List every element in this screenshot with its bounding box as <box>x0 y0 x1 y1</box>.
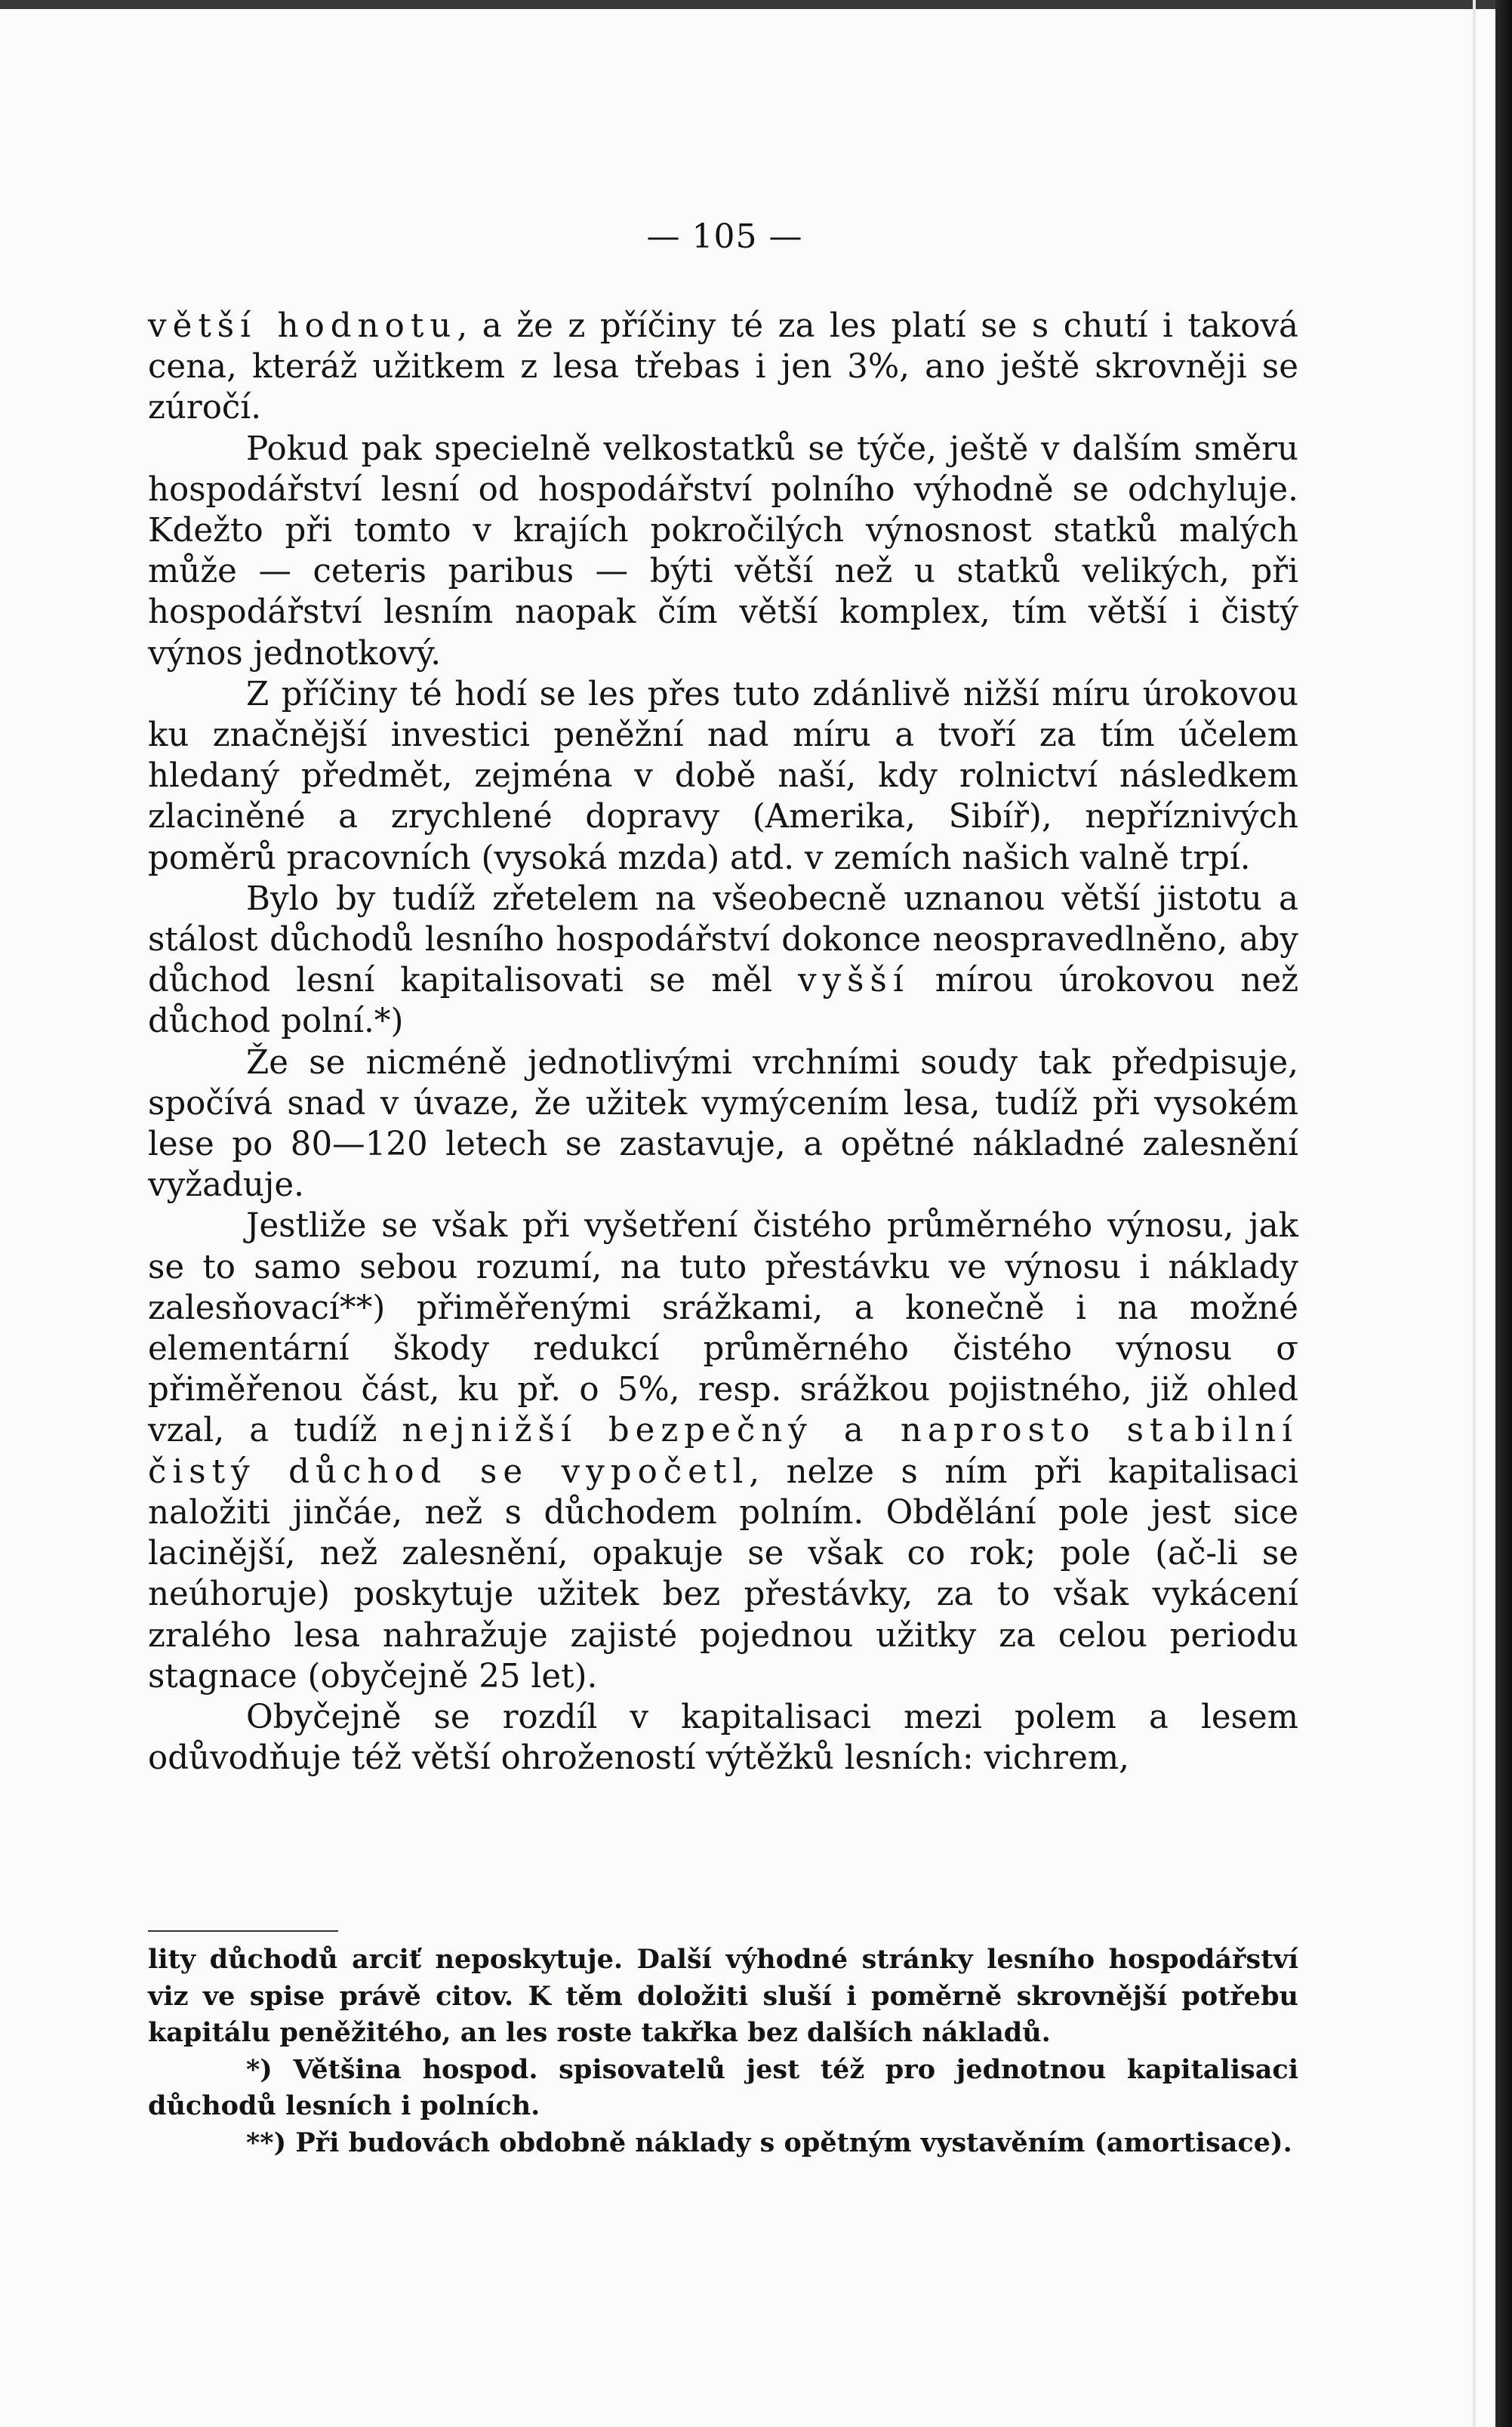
emphasis-spaced: nejnižší bezpečný a naprosto stabilní čistý důchod se vypočetl <box>148 1412 1298 1491</box>
footnotes <box>148 1942 1298 2161</box>
scan-edge-line <box>1473 0 1476 2427</box>
paragraph <box>148 1206 1298 1696</box>
scan-edge-right <box>1495 0 1512 2427</box>
paragraph-text: Jestliže se však při vyšetření čistého průměrného výnosu, jak se to samo sebou rozumí, na tuto přestávku ve výnosu i náklady zalesňovací**) přiměřenými srážkami, a konečně i na možné elementární škody redukcí průměrného čistého výnosu σ přiměřenou část, ku př. o 5%, resp. srážkou pojistného, již ohled vzal, a tudíž <box>148 1207 1298 1450</box>
paragraph <box>148 674 1298 879</box>
paragraph-text: , a že z příčiny té za les platí se s chutí i taková cena, kteráž užitkem z lesa třebas i jen 3%, ano ještě skrovněji se zúročí. <box>148 307 1298 427</box>
paragraph-text: Bylo by tudíž zřetelem na všeobecně uznanou větší jistotu a stálost důchodů lesního hospodářství dokonce neospravedlněno, aby důchod lesní kapitalisovati se měl <box>148 879 1298 1000</box>
footnote: **) Při budovách obdobně náklady s opětným vystavěním (amortisace). <box>246 2127 1292 2158</box>
paragraph <box>148 306 1298 429</box>
paragraph-text: Pokud pak specielně velkostatků se týče, ještě v dalším směru hospodářství lesní od hospodářství polního výhodně se odchyluje. Kdežto při tomto v krajích pokročilých výnosnost statků malých může — ceteris paribus — býti větší než u statků velikých, při hospodářství lesním naopak čím větší komplex, tím větší i čistý výnos jednotkový. <box>148 430 1298 673</box>
paragraph-text: mírou úrokovou než důchod polní.*) <box>148 962 1298 1041</box>
paragraph-text: , nelze s ním při kapitalisaci naložiti jinčáe, než s důchodem polním. Obdělání pole jest sice lacinější, než zalesnění, opakuje se však co rok; pole (ač-li se neúhoruje) poskytuje užitek bez přestávky, za to však vykácení zralého lesa nahražuje zajisté pojednou užitky za celou periodu stagnace (obyčejně 25 let). <box>148 1452 1298 1696</box>
paragraph-text: Obyčejně se rozdíl v kapitalisaci mezi polem a lesem odůvodňuje též větší ohrožeností výtěžků lesních: vichrem, <box>148 1698 1298 1778</box>
paragraph <box>148 429 1298 674</box>
scan-edge-top <box>0 0 1512 9</box>
footnote: *) Většina hospod. spisovatelů jest též pro jednotnou kapitalisaci důchodů lesních i polních. <box>148 2053 1298 2121</box>
paragraph-text: Z příčiny té hodí se les přes tuto zdánlivě nižší míru úrokovou ku značnější investici peněžní nad míru a tvoří za tím účelem hledaný předmět, zejména v době naší, kdy rolnictví následkem zlaciněné a zrychlené dopravy (Amerika, Sibíř), nepříznivých poměrů pracovních (vysoká mzda) atd. v zemích našich valně trpí. <box>148 675 1298 877</box>
paragraph <box>148 879 1298 1043</box>
emphasis-spaced: větší hodnotu <box>148 307 457 345</box>
footnote: lity důchodů arciť neposkytuje. Další výhodné stránky lesního hospodářství viz ve spise právě citov. K těm doložiti sluší i poměrně skrovnější potřebu kapitálu peněžitého, an les roste takřka bez dalších nákladů. <box>148 1944 1298 2048</box>
paragraph <box>148 1697 1298 1779</box>
paragraph <box>148 1043 1298 1206</box>
paragraph-text: Že se nicméně jednotlivými vrchními soudy tak předpisuje, spočívá snad v úvaze, že užitek vymýcením lesa, tudíž při vysokém lese po 80—120 letech se zastavuje, a opětné nákladné zalesnění vyžaduje. <box>148 1043 1298 1205</box>
page-number: — 105 — <box>646 217 803 256</box>
emphasis-spaced: vyšší <box>798 962 910 1000</box>
body-text <box>148 306 1298 1779</box>
footnote-divider <box>148 1930 338 1932</box>
